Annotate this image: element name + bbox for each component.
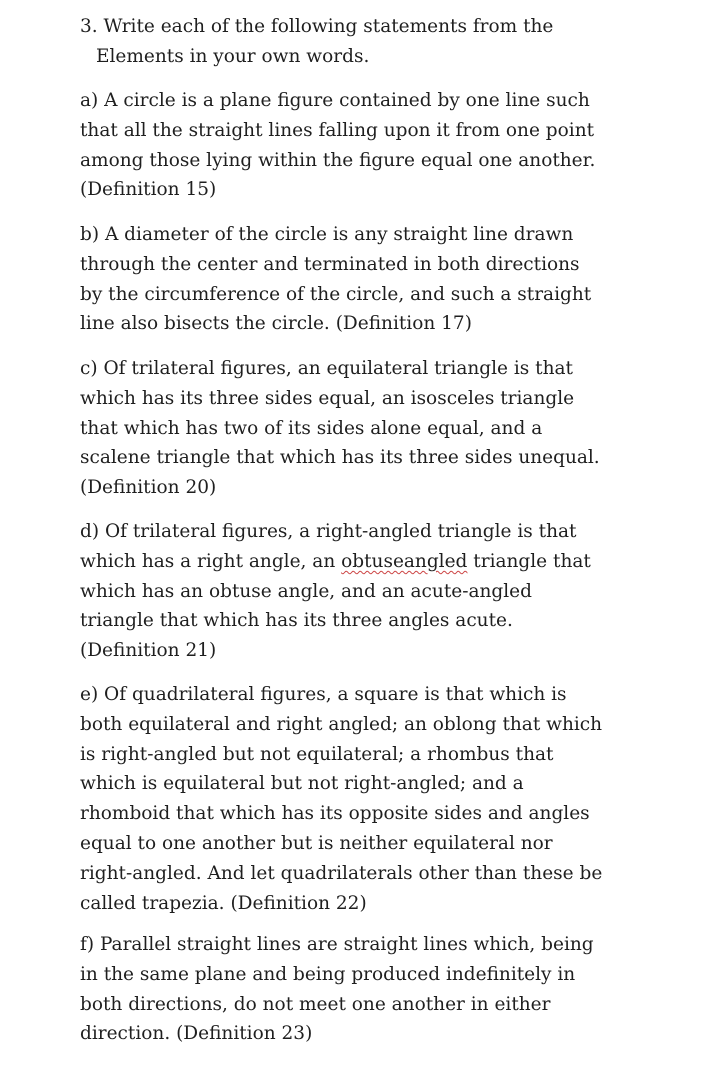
spellcheck-flagged-word[interactable]: obtuseangled <box>341 550 468 572</box>
definition-d-line <box>80 547 690 577</box>
definition-b-line: b) A diameter of the circle is any straight line drawn <box>80 224 574 245</box>
definition-a-line: a) A circle is a plane figure contained by one line such <box>80 90 590 111</box>
definition-c-line: (Definition 20) <box>80 477 217 499</box>
definition-a-line: (Definition 15) <box>80 179 217 201</box>
definition-b-line: by the circumference of the circle, and such a straight <box>80 283 592 305</box>
question-line-1: 3. Write each of the following statements from the <box>80 16 554 37</box>
definition-e-line: which is equilateral but not right-angled; and a <box>80 773 524 795</box>
definition-e-line: right-angled. And let quadrilaterals other than these be <box>80 862 603 884</box>
definition-c-line: which has its three sides equal, an isosceles triangle <box>80 387 575 409</box>
definition-f-line: in the same plane and being produced indefinitely in <box>80 963 576 985</box>
definition-d-line: which has an obtuse angle, and an acute-angled <box>80 580 532 602</box>
question-heading <box>80 12 680 71</box>
definition-f-line: both directions, do not meet one another in either <box>80 993 551 1015</box>
definition-d-text: triangle that <box>467 550 591 572</box>
definition-e-line: is right-angled but not equilateral; a rhombus that <box>80 743 554 765</box>
definition-d-line: triangle that which has its three angles acute. <box>80 610 513 632</box>
definition-e-line: called trapezia. (Definition 22) <box>80 892 367 914</box>
definition-c <box>80 354 690 503</box>
definition-f-line: f) Parallel straight lines are straight lines which, being <box>80 934 594 955</box>
definition-d-line: d) Of trilateral figures, a right-angled triangle is that <box>80 521 577 542</box>
definition-e-line: rhomboid that which has its opposite sides and angles <box>80 803 590 825</box>
definition-e-line: both equilateral and right angled; an oblong that which <box>80 713 603 735</box>
definition-d-text: which has a right angle, an <box>80 550 342 572</box>
definition-e-line: equal to one another but is neither equilateral nor <box>80 832 553 854</box>
definition-e <box>80 680 690 918</box>
definition-d-line: (Definition 21) <box>80 640 217 662</box>
definition-a-line: that all the straight lines falling upon it from one point <box>80 119 595 141</box>
definition-e-line: e) Of quadrilateral figures, a square is that which is <box>80 684 567 705</box>
definition-a <box>80 86 690 205</box>
definition-f <box>80 930 690 1049</box>
definition-d <box>80 517 690 666</box>
definition-b-line: through the center and terminated in both directions <box>80 253 580 275</box>
definition-c-line: scalene triangle that which has its three sides unequal. <box>80 447 600 469</box>
definition-f-line: direction. (Definition 23) <box>80 1023 313 1045</box>
definition-a-line: among those lying within the figure equal one another. <box>80 149 596 171</box>
definition-b-line: line also bisects the circle. (Definition 17) <box>80 313 472 335</box>
definition-b <box>80 220 690 339</box>
question-line-2: Elements in your own words. <box>96 45 370 67</box>
definition-c-line: c) Of trilateral figures, an equilateral triangle is that <box>80 358 573 379</box>
definition-c-line: that which has two of its sides alone equal, and a <box>80 417 543 439</box>
